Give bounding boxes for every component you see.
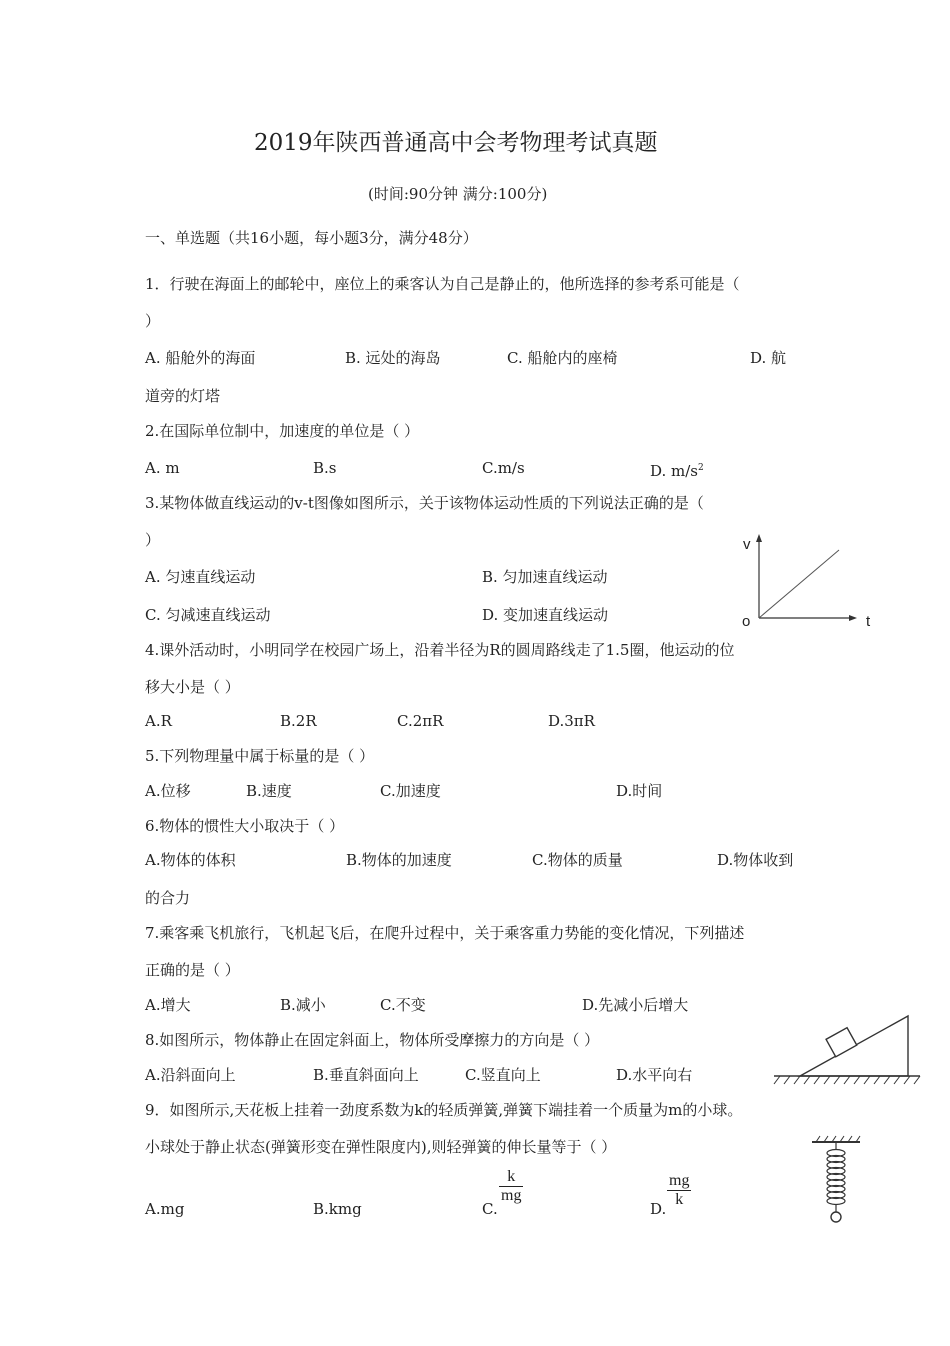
question-stem-cont: 正确的是（ ） (145, 961, 240, 979)
option-b: B.2R (280, 712, 317, 730)
option-d: D.物体收到 (717, 851, 794, 869)
option-d: D.3πR (548, 712, 595, 730)
option-d: D.水平向右 (616, 1066, 693, 1084)
superscript: 2 (698, 463, 704, 473)
option-d: D. 航 (750, 349, 787, 367)
option-a: A.增大 (145, 996, 191, 1014)
question-stem: 1．行驶在海面上的邮轮中，座位上的乘客认为自己是静止的，他所选择的参考系可能是（ (145, 275, 740, 293)
question-stem-cont: ） (145, 531, 161, 549)
question-stem-cont: ） (145, 312, 161, 330)
question-stem: 2.在国际单位制中，加速度的单位是（ ） (145, 422, 420, 440)
option-c: C. 匀减速直线运动 (145, 606, 271, 624)
option-b: B.减小 (280, 996, 326, 1014)
fraction-denominator: mg (501, 1187, 522, 1204)
option-d-cont: 道旁的灯塔 (145, 387, 221, 405)
vt-graph-x-label: t (866, 613, 871, 630)
spring-diagram (808, 1136, 868, 1226)
question-stem-cont: 移大小是（ ） (145, 678, 240, 696)
vt-graph-y-label: v (743, 536, 751, 553)
question-stem: 8.如图所示，物体静止在固定斜面上，物体所受摩擦力的方向是（ ） (145, 1031, 600, 1049)
option-c: C. 船舱内的座椅 (507, 349, 618, 367)
vt-graph-x-arrow (849, 615, 857, 621)
option-b: B.kmg (313, 1200, 362, 1218)
incline-block (826, 1028, 857, 1057)
section-heading: 一、单选题（共16小题，每小题3分，满分48分） (145, 229, 478, 247)
page-title: 2019年陕西普通高中会考物理考试真题 (254, 130, 658, 156)
exam-info: (时间:90分钟 满分:100分) (368, 185, 548, 203)
option-a: A.物体的体积 (145, 851, 236, 869)
question-stem: 5.下列物理量中属于标量的是（ ） (145, 747, 375, 765)
vt-graph-line (759, 550, 839, 618)
option-d-cont: 的合力 (145, 889, 191, 907)
option-c-fraction (499, 1168, 523, 1205)
option-a: A.位移 (145, 782, 191, 800)
option-b: B. 远处的海岛 (345, 349, 441, 367)
option-a: A.mg (145, 1200, 185, 1218)
fraction-numerator: mg (669, 1172, 690, 1189)
option-d: D. 变加速直线运动 (482, 606, 609, 624)
option-c: C.物体的质量 (532, 851, 623, 869)
ball (831, 1212, 841, 1222)
vt-graph-y-arrow (756, 534, 762, 542)
question-stem: 6.物体的惯性大小取决于（ ） (145, 817, 345, 835)
option-a: A. 船舱外的海面 (145, 349, 256, 367)
vt-graph-origin-label: o (742, 613, 751, 630)
option-b: B.物体的加速度 (346, 851, 452, 869)
option-d: D.时间 (616, 782, 663, 800)
question-stem: 4.课外活动时，小明同学在校园广场上，沿着半径为R的圆周路线走了1.5圈，他运动的位 (145, 641, 735, 659)
fraction-denominator: k (667, 1190, 691, 1209)
question-stem: 7.乘客乘飞机旅行，飞机起飞后，在爬升过程中，关于乘客重力势能的变化情况，下列描述 (145, 924, 745, 942)
question-stem-cont: 小球处于静止状态(弹簧形变在弹性限度内),则轻弹簧的伸长量等于（ ） (145, 1138, 617, 1156)
option-a: A. 匀速直线运动 (145, 568, 256, 586)
option-c: C. (482, 1200, 498, 1218)
fraction-numerator: k (507, 1168, 516, 1185)
ground-hatching (774, 1076, 920, 1084)
option-b: B.s (313, 459, 337, 477)
vt-graph (735, 530, 885, 630)
option-c: C.竖直向上 (465, 1066, 541, 1084)
option-c: C.m/s (482, 459, 525, 477)
option-d: D. $m/s^2$ (650, 462, 704, 480)
option-a: A.R (145, 712, 172, 730)
option-c: C.2πR (397, 712, 444, 730)
option-c: C.不变 (380, 996, 426, 1014)
option-d: D.先减小后增大 (582, 996, 689, 1014)
option-a: A.沿斜面向上 (145, 1066, 236, 1084)
question-stem: 3.某物体做直线运动的v-t图像如图所示，关于该物体运动性质的下列说法正确的是（ (145, 494, 704, 512)
option-b: B.垂直斜面向上 (313, 1066, 419, 1084)
option-d: D. (650, 1200, 667, 1218)
option-d-fraction (667, 1172, 691, 1209)
incline-diagram (770, 1010, 930, 1090)
spring-coils (827, 1150, 845, 1205)
option-a: A. m (145, 459, 180, 477)
option-b: B.速度 (246, 782, 292, 800)
option-c: C.加速度 (380, 782, 441, 800)
question-stem: 9．如图所示,天花板上挂着一劲度系数为k的轻质弹簧,弹簧下端挂着一个质量为m的小球。 (145, 1101, 743, 1119)
option-b: B. 匀加速直线运动 (482, 568, 608, 586)
